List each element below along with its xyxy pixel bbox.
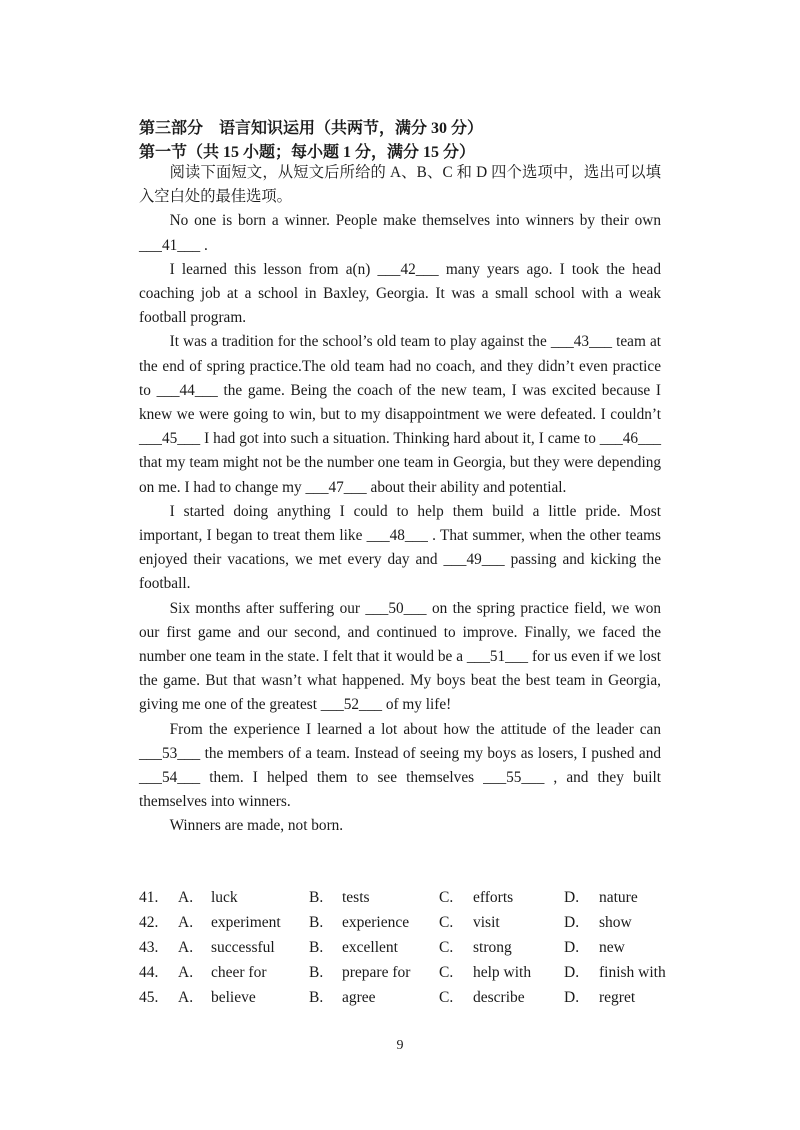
option-letter-d: D.	[564, 964, 580, 981]
option-a: luck	[211, 889, 238, 906]
page-number: 9	[396, 1038, 404, 1053]
question-number: 42.	[139, 914, 159, 931]
option-c: describe	[473, 989, 525, 1006]
option-b: tests	[342, 889, 370, 906]
subsection-title: 第一节（共 15 小题；每小题 1 分，满分 15 分）	[139, 144, 476, 161]
question-number: 44.	[139, 964, 159, 981]
question-number: 45.	[139, 989, 159, 1006]
option-c: efforts	[473, 889, 514, 906]
passage-paragraph: I started doing anything I could to help them build a little pride. Most important, I began to treat them like ___48___ . That summer, when the other teams enjoyed their vacations, we met every day and ___49___ passing and kicking the football.	[139, 502, 661, 593]
option-letter-d: D.	[564, 989, 580, 1006]
option-letter-c: C.	[439, 939, 454, 956]
section-title: 第三部分 语言知识运用（共两节，满分 30 分）	[139, 120, 484, 137]
option-letter-a: A.	[178, 914, 194, 931]
option-a: successful	[211, 939, 275, 956]
option-letter-b: B.	[309, 989, 324, 1006]
question-number: 43.	[139, 939, 159, 956]
passage-paragraph: Winners are made, not born.	[169, 817, 344, 835]
passage-paragraph: I learned this lesson from a(n) ___42___ many years ago. I took the head coaching job at a school in Baxley, Georgia. It was a small school with a weak football program.	[139, 260, 661, 327]
option-b: prepare for	[342, 964, 411, 981]
question-number: 41.	[139, 889, 159, 906]
option-letter-b: B.	[309, 889, 324, 906]
option-b: excellent	[342, 939, 398, 956]
option-letter-d: D.	[564, 914, 580, 931]
option-d: show	[599, 914, 632, 931]
option-d: new	[599, 939, 625, 956]
passage-paragraph: Six months after suffering our ___50___ on the spring practice field, we won our first game and our second, and continued to improve. Finally, we faced the number one team in the state. I felt that it would be a ___51___ for us even if we lost the game. But that wasn’t what happened. My boys beat the best team in Georgia, giving me one of the greatest ___52___ of my life!	[139, 599, 661, 714]
option-letter-b: B.	[309, 964, 324, 981]
cloze-passage	[139, 161, 661, 839]
option-letter-d: D.	[564, 939, 580, 956]
option-letter-c: C.	[439, 989, 454, 1006]
option-letter-c: C.	[439, 914, 454, 931]
option-letter-c: C.	[439, 964, 454, 981]
option-a: believe	[211, 989, 256, 1006]
option-b: experience	[342, 914, 410, 931]
option-c: visit	[473, 914, 500, 931]
option-letter-b: B.	[309, 914, 324, 931]
option-a: experiment	[211, 914, 281, 931]
option-letter-b: B.	[309, 939, 324, 956]
option-letter-a: A.	[178, 939, 194, 956]
instructions-paragraph: 阅读下面短文，从短文后所给的 A、B、C 和 D 四个选项中，选出可以填入空白处的最佳选项。	[139, 164, 661, 206]
option-letter-a: A.	[178, 989, 194, 1006]
option-letter-a: A.	[178, 964, 194, 981]
option-letter-d: D.	[564, 889, 580, 906]
option-b: agree	[342, 989, 376, 1006]
option-letter-c: C.	[439, 889, 454, 906]
option-d: nature	[599, 889, 638, 906]
passage-paragraph: From the experience I learned a lot about how the attitude of the leader can ___53___ the members of a team. Instead of seeing my boys as losers, I pushed and ___54___ them. I helped them to see themselves ___55___ , and they built themselves into winners.	[139, 720, 661, 811]
passage-paragraph: It was a tradition for the school’s old team to play against the ___43___ team at the end of spring practice.The old team had no coach, and they didn’t even practice to ___44___ the game. Being the coach of the new team, I was excited because I knew we were going to win, but to my disappointment we were defeated. I couldn’t ___45___ I had got into such a situation. Thinking hard about it, I came to ___46___ that my team might not be the number one team in Georgia, but they were depending on me. I had to change my ___47___ about their ability and potential.	[139, 333, 661, 496]
option-letter-a: A.	[178, 889, 194, 906]
option-d: finish with	[599, 964, 666, 981]
option-c: help with	[473, 964, 532, 981]
option-a: cheer for	[211, 964, 267, 981]
option-d: regret	[599, 989, 636, 1006]
passage-paragraph: No one is born a winner. People make themselves into winners by their own ___41___ .	[139, 212, 661, 254]
option-c: strong	[473, 939, 512, 956]
